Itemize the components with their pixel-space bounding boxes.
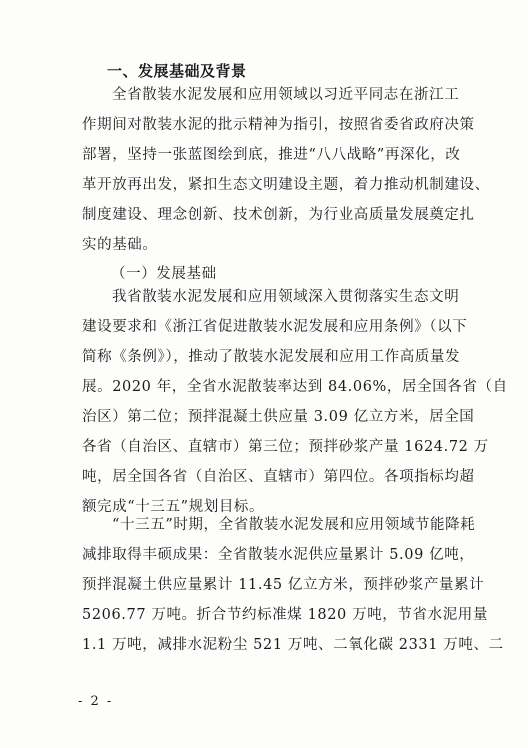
page-number: - 2 - bbox=[78, 694, 114, 709]
section-heading: 一、发展基础及背景 bbox=[107, 62, 247, 80]
paragraph-line: “十三五”时期，全省散装水泥发展和应用领域节能降耗 bbox=[112, 517, 476, 533]
intro-paragraph bbox=[82, 80, 490, 260]
paragraph-line: 建设要求和《浙江省促进散装水泥发展和应用条例》（以下 bbox=[82, 319, 468, 335]
paragraph-line: 5206.77 万吨。折合节约标准煤 1820 万吨，节省水泥用量 bbox=[82, 607, 488, 623]
paragraph-line: 简称《条例》），推动了散装水泥发展和应用工作高质量发 bbox=[82, 349, 461, 365]
results-paragraph bbox=[82, 510, 504, 660]
paragraph-line: 制度建设、理念创新、技术创新，为行业高质量发展奠定扎 bbox=[82, 207, 475, 223]
paragraph-line: 展。2020 年，全省水泥散装率达到 84.06%，居全国各省（自 bbox=[82, 379, 508, 395]
paragraph-line: 吨，居全国各省（自治区、直辖市）第四位。各项指标均超 bbox=[82, 469, 475, 485]
paragraph-line: 作期间对散装水泥的批示精神为指引，按照省委省政府决策 bbox=[82, 117, 475, 133]
paragraph-line: 部署，坚持一张蓝图绘到底，推进“八八战略”再深化，改 bbox=[82, 147, 461, 163]
paragraph-line: 我省散装水泥发展和应用领域深入贯彻落实生态文明 bbox=[112, 289, 460, 305]
paragraph-line: 治区）第二位；预拌混凝土供应量 3.09 亿立方米，居全国 bbox=[82, 409, 475, 425]
paragraph-line: 1.1 万吨，减排水泥粉尘 521 万吨、二氧化碳 2331 万吨、二 bbox=[82, 637, 504, 653]
basis-paragraph bbox=[82, 282, 508, 522]
paragraph-line: 革开放再出发，紧扣生态文明建设主题，着力推动机制建设、 bbox=[82, 177, 490, 193]
paragraph-line: 减排取得丰硕成果：全省散装水泥供应量累计 5.09 亿吨， bbox=[82, 547, 475, 563]
paragraph-line: 各省（自治区、直辖市）第三位；预拌砂浆产量 1624.72 万 bbox=[82, 439, 489, 455]
paragraph-line: 实的基础。 bbox=[82, 237, 158, 253]
paragraph-line: 预拌混凝土供应量累计 11.45 亿立方米，预拌砂浆产量累计 bbox=[82, 577, 485, 593]
subsection-heading: （一）发展基础 bbox=[111, 266, 217, 282]
paragraph-line: 额完成“十三五”规划目标。 bbox=[82, 499, 265, 515]
paragraph-line: 全省散装水泥发展和应用领域以习近平同志在浙江工 bbox=[112, 87, 460, 103]
